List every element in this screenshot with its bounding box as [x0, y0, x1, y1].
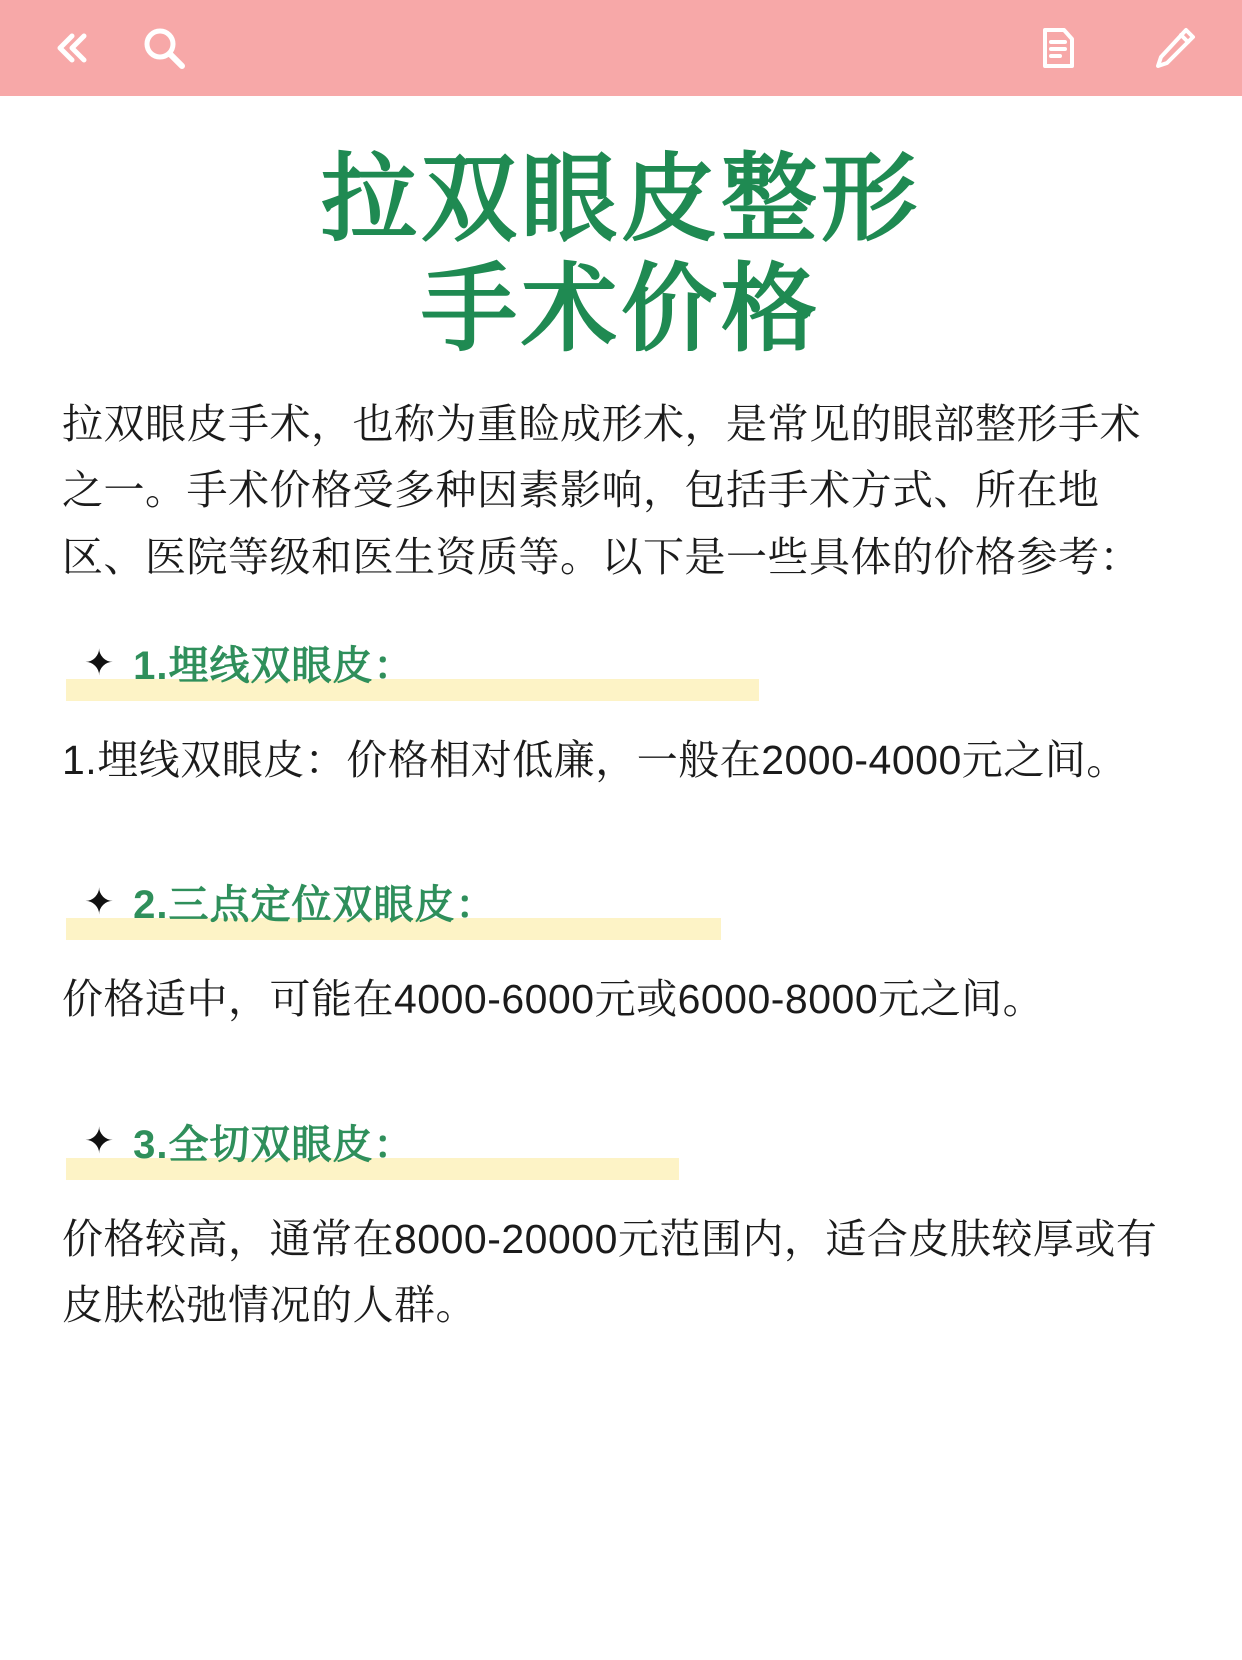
top-app-bar [0, 0, 1242, 96]
intro-paragraph: 拉双眼皮手术，也称为重睑成形术，是常见的眼部整形手术之一。手术价格受多种因素影响，包括手术方式、所在地区、医院等级和医生资质等。以下是一些具体的价格参考： [62, 400, 1141, 580]
section-1-heading [84, 634, 429, 695]
search-icon[interactable] [136, 20, 192, 76]
edit-pencil-icon[interactable] [1146, 20, 1202, 76]
section-1 [62, 634, 1180, 793]
article-content [0, 96, 1242, 1339]
page-title [62, 144, 1180, 365]
section-3-heading-label: 3.全切双眼皮： [133, 1122, 415, 1167]
section-1-heading-label: 1.埋线双眼皮： [133, 644, 415, 688]
sparkle-icon: ✦ [84, 880, 116, 922]
section-2-heading [84, 873, 511, 934]
sparkle-icon: ✦ [84, 641, 116, 683]
section-2-body: 价格适中，可能在4000-6000元或6000-8000元之间。 [62, 976, 1045, 1023]
topbar-left-group [40, 20, 192, 76]
section-3-heading [84, 1113, 429, 1174]
back-double-chevron-icon[interactable] [40, 20, 96, 76]
section-1-body: 1.埋线双眼皮：价格相对低廉，一般在2000-4000元之间。 [62, 737, 1128, 783]
section-3 [62, 1113, 1180, 1339]
document-icon[interactable] [1030, 20, 1086, 76]
section-gap-2 [62, 1057, 1180, 1113]
section-2-heading-label: 2.三点定位双眼皮： [133, 883, 497, 928]
page-title-line-1: 拉双眼皮整形 [321, 143, 921, 255]
section-gap-1 [62, 817, 1180, 873]
page-title-line-2: 手术价格 [421, 253, 821, 366]
topbar-right-group [1030, 20, 1202, 76]
sparkle-icon: ✦ [84, 1120, 116, 1162]
section-2 [62, 873, 1180, 1032]
section-3-body: 价格较高，通常在8000-20000元范围内，适合皮肤较厚或有皮肤松弛情况的人群。 [62, 1215, 1158, 1329]
